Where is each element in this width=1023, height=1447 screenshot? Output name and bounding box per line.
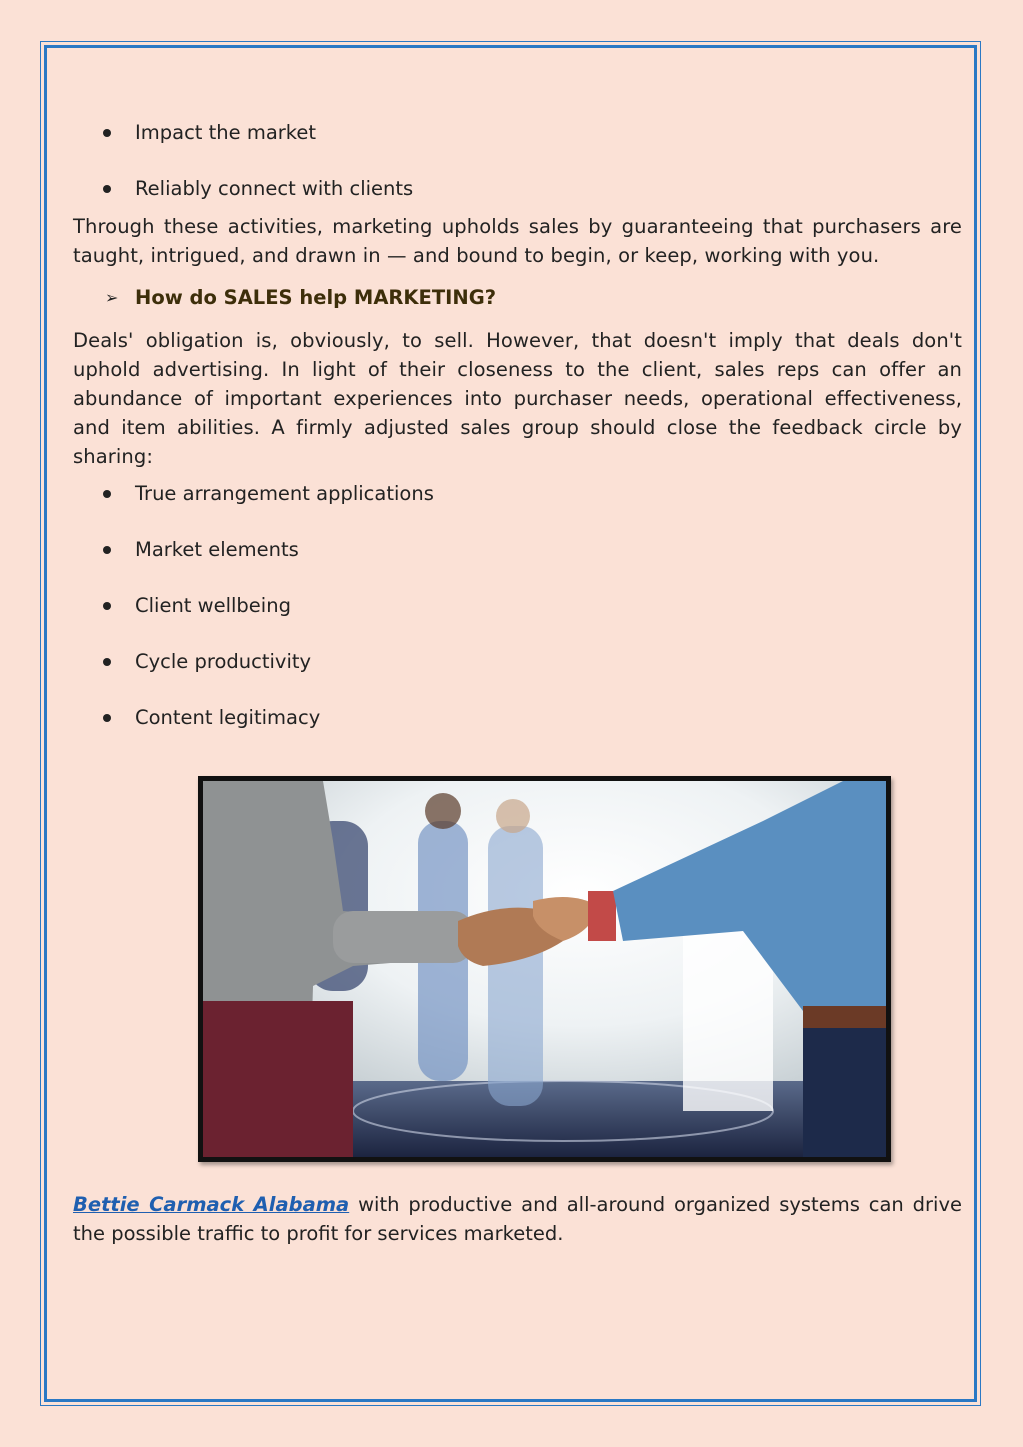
list-item bbox=[73, 477, 962, 533]
bullet-icon bbox=[103, 490, 111, 498]
arrow-bullet-icon: ➢ bbox=[105, 288, 119, 307]
bullet-icon bbox=[103, 602, 111, 610]
list-item bbox=[73, 116, 962, 172]
list-item-label: Client wellbeing bbox=[135, 594, 291, 617]
bullet-icon bbox=[103, 658, 111, 666]
document-content bbox=[73, 116, 962, 757]
list-item bbox=[73, 645, 962, 701]
paragraph-marketing-activities: Through these activities, marketing upholds sales by guaranteeing that purchasers are taught, intrigued, and drawn in — and bound to begin, or keep, working with you. bbox=[73, 215, 962, 267]
bullet-icon bbox=[103, 546, 111, 554]
list-item bbox=[73, 172, 962, 212]
bullet-icon bbox=[103, 185, 111, 193]
list-item-label: Cycle productivity bbox=[135, 650, 312, 673]
handshake-photo-icon bbox=[203, 781, 886, 1157]
list-item-label: Content legitimacy bbox=[135, 706, 321, 729]
handshake-photo bbox=[198, 776, 891, 1162]
bullet-icon bbox=[103, 129, 111, 137]
author-link[interactable]: Bettie Carmack Alabama bbox=[73, 1193, 350, 1216]
list-item bbox=[73, 589, 962, 645]
list-item-label: True arrangement applications bbox=[135, 482, 434, 505]
list-item bbox=[73, 533, 962, 589]
footer-text: with productive and all-around organized systems can drive the possible traffic to profit for services marketed. bbox=[73, 1193, 962, 1245]
section-heading-text: How do SALES help MARKETING? bbox=[135, 286, 497, 309]
paragraph-sales-help: Deals' obligation is, obviously, to sell. However, that doesn't imply that deals don't uphold advertising. In light of their closeness to the client, sales reps can offer an abundance of important experiences into purchaser needs, operational effectiveness, and item abilities. A firmly adjusted sales group should close the feedback circle by sharing: bbox=[73, 329, 962, 468]
bullet-icon bbox=[103, 714, 111, 722]
sharing-bullet-list bbox=[73, 477, 962, 757]
list-item bbox=[73, 701, 962, 757]
footer-paragraph bbox=[73, 1190, 962, 1248]
top-bullet-list bbox=[73, 116, 962, 212]
list-item-label: Reliably connect with clients bbox=[135, 177, 414, 200]
list-item-label: Market elements bbox=[135, 538, 299, 561]
section-heading bbox=[73, 282, 962, 314]
list-item-label: Impact the market bbox=[135, 121, 317, 144]
